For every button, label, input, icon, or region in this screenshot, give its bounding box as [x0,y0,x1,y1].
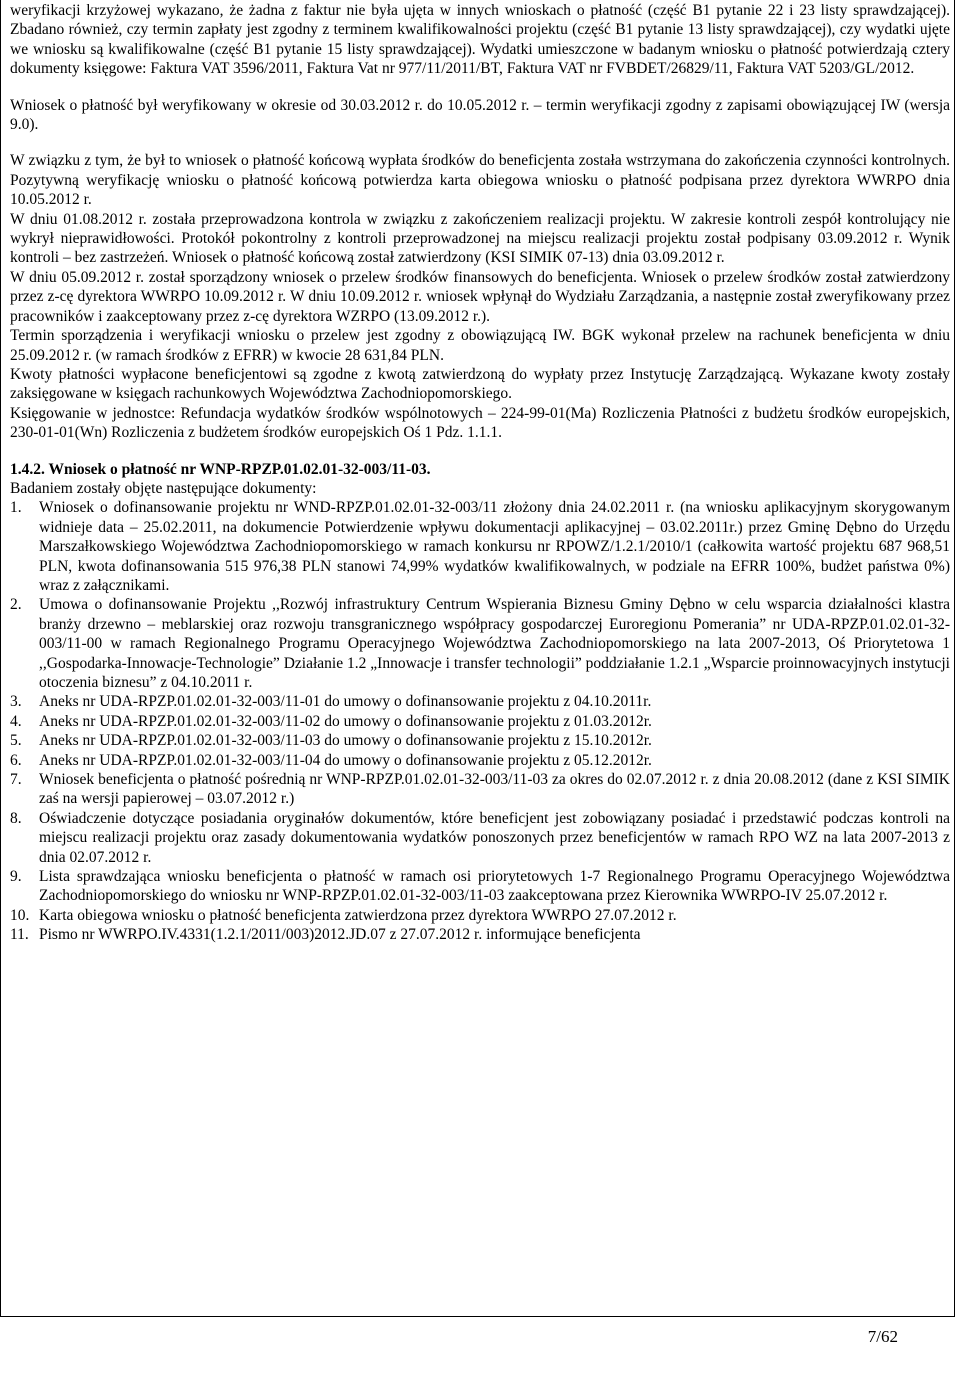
list-text: Lista sprawdzająca wniosku beneficjenta o płatność w ramach osi priorytetowych 1-7 Regionalnego Programu Operacyjnego Województwa Zachodniopomorskiego do wniosku nr WNP-RPZP.01.02.01-32-003/11-03 zaakceptowana przez Kierownika WWRPO-IV 25.07.2012 r. [39,868,950,905]
list-text: Wniosek beneficjenta o płatność pośrednią nr WNP-RPZP.01.02.01-32-003/11-03 za okres do 02.07.2012 r. z dnia 20.08.2012 (dane z KSI SIMIK zaś na wersji papierowej – 03.07.2012 r.) [39,771,950,808]
list-item [10,595,950,692]
paragraph: W dniu 05.09.2012 r. został sporządzony wniosek o przelew środków finansowych do beneficjenta. Wniosek o przelew środków został zatwierdzony przez z-cę dyrektora WWRPO 10.09.2012 r. W dniu 10.09.2012 r. wniosek wpłynął do Wydziału Zarządzania, a następnie został zweryfikowany przez pracowników i zaakceptowany przez z-cę dyrektora WZRPO (13.09.2012 r.). [10,268,950,325]
list-text: Aneks nr UDA-RPZP.01.02.01-32-003/11-01 do umowy o dofinansowanie projektu z 04.10.2011r. [39,693,652,711]
section-intro: Badaniem zostały objęte następujące dokumenty: [10,479,317,497]
list-text: Aneks nr UDA-RPZP.01.02.01-32-003/11-02 do umowy o dofinansowanie projektu z 01.03.2012r. [39,712,652,730]
list-number: 1. [10,499,22,517]
section-heading: 1.4.2. Wniosek o płatność nr WNP-RPZP.01.02.01-32-003/11-03. [10,460,431,478]
list-item [10,751,950,770]
list-text: Oświadczenie dotyczące posiadania oryginałów dokumentów, które beneficjent jest zobowiązany posiadać i przedstawić podczas kontroli na miejscu realizacji projektu oraz zasady dokumentowania wydatków ponoszonych przez beneficjentów w ramach RPO WZ na lata 2007-2013 z dnia 02.07.2012 r. [39,809,950,866]
document-list [10,498,950,944]
list-item [10,809,950,867]
list-item [10,498,950,595]
list-number: 10. [10,906,30,924]
paragraph: W dniu 01.08.2012 r. została przeprowadzona kontrola w związku z zakończeniem realizacji projektu. W zakresie kontroli zespół kontrolujący nie wykrył nieprawidłowości. Protokół pokontrolny z kontroli przeprowadzonej na miejscu realizacji projektu został podpisany 03.09.2012 r. Wynik kontroli – bez zastrzeżeń. Wniosek o płatność końcową został zatwierdzony (KSI SIMIK 07-13) dnia 03.09.2012 r. [10,210,950,267]
list-item [10,867,950,906]
list-item [10,692,950,711]
list-number: 2. [10,596,22,614]
list-item [10,925,950,944]
list-item [10,712,950,731]
paragraph: Wniosek o płatność był weryfikowany w okresie od 30.03.2012 r. do 10.05.2012 r. – termin weryfikacji zgodny z zapisami obowiązującej IW (wersja 9.0). [10,96,950,134]
paragraph: Kwoty płatności wypłacone beneficjentowi są zgodne z kwotą zatwierdzoną do wypłaty przez Instytucję Zarządzającą. Wykazane kwoty zostały zaksięgowane w księgach rachunkowych Województwa Zachodniopomorskiego. [10,365,950,403]
list-item [10,731,950,750]
list-number: 9. [10,868,22,886]
paragraph: W związku z tym, że był to wniosek o płatność końcową wypłata środków do beneficjenta została wstrzymana do zakończenia czynności kontrolnych. Pozytywną weryfikację wniosku o płatność końcową potwierdza karta obiegowa wniosku o płatność podpisana przez dyrektora WWRPO dnia 10.05.2012 r. [10,152,950,209]
page-number: 7/62 [867,1327,898,1346]
list-text: Aneks nr UDA-RPZP.01.02.01-32-003/11-04 do umowy o dofinansowanie projektu z 05.12.2012r. [39,751,652,769]
list-text: Aneks nr UDA-RPZP.01.02.01-32-003/11-03 do umowy o dofinansowanie projektu z 15.10.2012r. [39,732,652,750]
list-number: 8. [10,809,22,827]
list-number: 6. [10,751,22,769]
list-text: Karta obiegowa wniosku o płatność beneficjenta zatwierdzona przez dyrektora WWRPO 27.07.2012 r. [39,906,677,924]
document-body [10,1,950,945]
list-number: 3. [10,693,22,711]
list-item [10,906,950,925]
list-number: 7. [10,771,22,789]
list-text: Pismo nr WWRPO.IV.4331(1.2.1/2011/003)2012.JD.07 z 27.07.2012 r. informujące beneficjenta [39,926,641,944]
paragraph: Termin sporządzenia i weryfikacji wniosku o przelew jest zgodny z obowiązującą IW. BGK wykonał przelew na rachunek beneficjenta w dniu 25.09.2012 r. (w ramach środków z EFRR) w kwocie 28 631,84 PLN. [10,327,950,364]
paragraph: Księgowanie w jednostce: Refundacja wydatków środków wspólnotowych – 224-99-01(Ma) Rozliczenia Płatności z budżetu środków europejskich, 230-01-01(Wn) Rozliczenia z budżetem środków europejskich Oś 1 Pdz. 1.1.1. [10,404,950,442]
list-number: 11. [10,926,29,944]
list-number: 5. [10,732,22,750]
list-item [10,770,950,809]
list-number: 4. [10,712,22,730]
list-text: Umowa o dofinansowanie Projektu ,,Rozwój infrastruktury Centrum Wspierania Biznesu Gminy Dębno w celu wsparcia działalności klastra branży drzewno – meblarskiej oraz rozwoju transgranicznego współpracy gospodarczej Euroregionu Pomerania” nr UDA-RPZP.01.02.01-32-003/11-00 w ramach Regionalnego Programu Operacyjnego Województwa Zachodniopomorskiego na lata 2007-2013, Oś Priorytetowa 1 ,,Gospodarka-Innowacje-Technologie” Działanie 1.2 „Innowacje i transfer technologii” poddziałanie 1.2.1 „Wsparcie proinnowacyjnych instytucji otoczenia biznesu” z 04.10.2011 r. [39,596,950,691]
list-text: Wniosek o dofinansowanie projektu nr WND-RPZP.01.02.01-32-003/11 złożony dnia 24.02.2011 r. (na wniosku aplikacyjnym skorygowanym widnieje data – 25.02.2011, na dokumencie Potwierdzenie wpływu dokumentacji aplikacyjnej – 03.02.2011r.) przez Gminę Dębno do Urzędu Marszałkowskiego Województwa Zachodniopomorskiego w ramach konkursu nr RPOWZ/1.2.1/2010/1 (całkowita wartość projektu 687 968,51 PLN, kwota dofinansowania 515 976,38 PLN stanowi 74,99% wydatków kwalifikowalnych, w podziale na EFRR 100%, budżet państwa 0%) wraz z załącznikami. [39,499,950,594]
paragraph: weryfikacji krzyżowej wykazano, że żadna z faktur nie była ujęta w innych wnioskach o płatność (część B1 pytanie 22 i 23 listy sprawdzającej). Zbadano również, czy termin zapłaty jest zgodny z terminem kwalifikowalności projektu (część B1 pytanie 13 listy sprawdzającej), czy wydatki ujęte we wniosku są kwalifikowalne (część B1 pytanie 15 listy sprawdzającej). Wydatki umieszczone w badanym wniosku o płatność potwierdzają cztery dokumenty księgowe: Faktura VAT 3596/2011, Faktura Vat nr 977/11/2011/BT, Faktura VAT nr FVBDET/26829/11, Faktura VAT 5203/GL/2012. [10,2,950,78]
